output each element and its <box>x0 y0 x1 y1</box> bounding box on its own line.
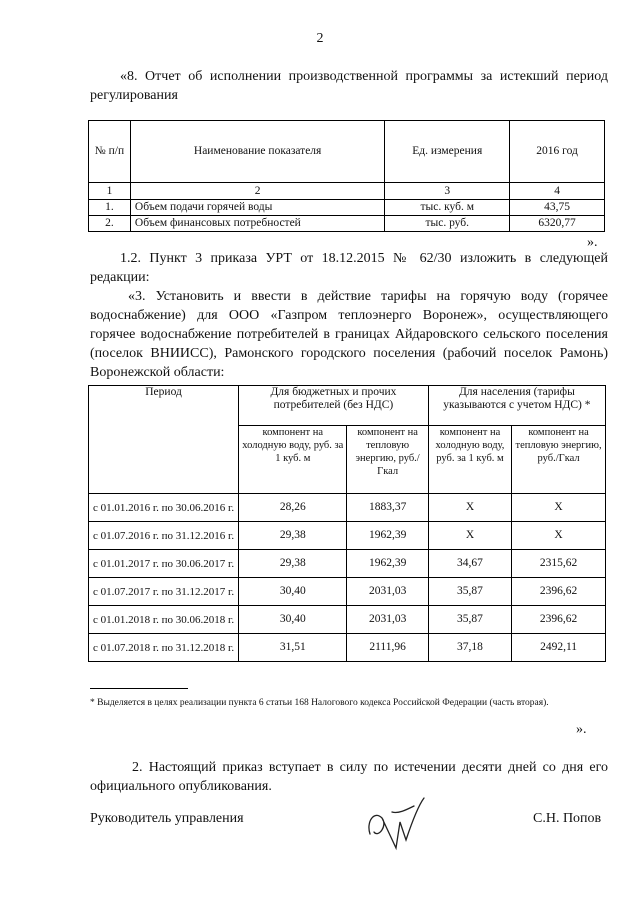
signer-title: Руководитель управления <box>90 811 244 826</box>
footnote-divider <box>90 688 188 689</box>
header-period: Период <box>89 386 239 494</box>
index-cell: 3 <box>385 183 510 200</box>
budget-cold-water: 29,38 <box>239 550 347 578</box>
budget-cold-water: 29,38 <box>239 522 347 550</box>
unit: тыс. куб. м <box>385 200 510 216</box>
header-cold-water: компонент на холодную воду, руб. за 1 куб. м <box>239 426 347 494</box>
population-heat-energy: X <box>512 522 606 550</box>
tariff-table <box>88 385 606 662</box>
budget-cold-water: 30,40 <box>239 606 347 634</box>
table-row <box>89 550 606 578</box>
table-row <box>89 494 606 522</box>
paragraph-3: «3. Установить и ввести в действие тарифы на горячую воду (горячее водоснабжение) для ООО «Газпром теплоэнерго Воронеж», осуществляющего горячее водоснабжение потребителей в границах Айдаровского сельского поселения (поселок ВНИИСС), Рамонского городского поселения (рабочий поселок Рамонь) Воронежской области: <box>90 289 608 380</box>
period-cell: с 01.01.2016 г. по 30.06.2016 г. <box>89 494 239 522</box>
footnote: * Выделяется в целях реализации пункта 6 статьи 168 Налогового кодекса Российской Федерации (часть вторая). <box>90 698 549 708</box>
value: 43,75 <box>510 200 605 216</box>
population-heat-energy: 2492,11 <box>512 634 606 662</box>
budget-heat-energy: 2111,96 <box>347 634 428 662</box>
footnote-closing-quote: ». <box>576 722 587 737</box>
table-row <box>89 634 606 662</box>
budget-heat-energy: 1962,39 <box>347 522 428 550</box>
table-row <box>89 606 606 634</box>
header-heat-energy: компонент на тепловую энергию, руб./Гкал <box>512 426 606 494</box>
budget-cold-water: 28,26 <box>239 494 347 522</box>
production-program-table <box>88 120 605 232</box>
population-heat-energy: X <box>512 494 606 522</box>
signer-name: С.Н. Попов <box>533 811 602 826</box>
handwritten-signature <box>362 792 432 852</box>
index-cell: 2 <box>130 183 384 200</box>
population-cold-water: 34,67 <box>428 550 511 578</box>
indicator-name: Объем подачи горячей воды <box>130 200 384 216</box>
table-row <box>89 578 606 606</box>
paragraph-1-2: 1.2. Пункт 3 приказа УРТ от 18.12.2015 № 62/30 изложить в следующей редакции: <box>90 251 608 285</box>
population-cold-water: 35,87 <box>428 606 511 634</box>
row-number: 1. <box>89 200 131 216</box>
unit: тыс. руб. <box>385 216 510 232</box>
population-cold-water: 37,18 <box>428 634 511 662</box>
page-number: 2 <box>316 31 324 46</box>
header-number: № п/п <box>89 121 131 183</box>
population-cold-water: X <box>428 494 511 522</box>
indicator-name: Объем финансовых потребностей <box>130 216 384 232</box>
table-row <box>89 200 605 216</box>
header-heat-energy: компонент на тепловую энергию, руб./Гкал <box>347 426 428 494</box>
header-year: 2016 год <box>510 121 605 183</box>
closing-quote: ». <box>587 235 598 250</box>
period-cell: с 01.07.2016 г. по 31.12.2016 г. <box>89 522 239 550</box>
index-cell: 1 <box>89 183 131 200</box>
population-heat-energy: 2315,62 <box>512 550 606 578</box>
budget-cold-water: 31,51 <box>239 634 347 662</box>
row-number: 2. <box>89 216 131 232</box>
period-cell: с 01.01.2017 г. по 30.06.2017 г. <box>89 550 239 578</box>
header-cold-water: компонент на холодную воду, руб. за 1 куб. м <box>428 426 511 494</box>
table-row <box>89 522 606 550</box>
period-cell: с 01.01.2018 г. по 30.06.2018 г. <box>89 606 239 634</box>
header-indicator: Наименование показателя <box>130 121 384 183</box>
header-population: Для населения (тарифы указываются с учетом НДС) * <box>428 386 605 426</box>
header-budget: Для бюджетных и прочих потребителей (без НДС) <box>239 386 429 426</box>
index-cell: 4 <box>510 183 605 200</box>
header-unit: Ед. измерения <box>385 121 510 183</box>
value: 6320,77 <box>510 216 605 232</box>
population-heat-energy: 2396,62 <box>512 578 606 606</box>
population-heat-energy: 2396,62 <box>512 606 606 634</box>
period-cell: с 01.07.2018 г. по 31.12.2018 г. <box>89 634 239 662</box>
population-cold-water: 35,87 <box>428 578 511 606</box>
budget-heat-energy: 1883,37 <box>347 494 428 522</box>
section-8-heading: «8. Отчет об исполнении производственной программы за истекший период регулирования <box>90 69 608 103</box>
budget-heat-energy: 2031,03 <box>347 578 428 606</box>
budget-heat-energy: 1962,39 <box>347 550 428 578</box>
paragraph-2: 2. Настоящий приказ вступает в силу по истечении десяти дней со дня его официального опубликования. <box>90 760 608 794</box>
budget-heat-energy: 2031,03 <box>347 606 428 634</box>
table-row <box>89 216 605 232</box>
population-cold-water: X <box>428 522 511 550</box>
period-cell: с 01.07.2017 г. по 31.12.2017 г. <box>89 578 239 606</box>
budget-cold-water: 30,40 <box>239 578 347 606</box>
